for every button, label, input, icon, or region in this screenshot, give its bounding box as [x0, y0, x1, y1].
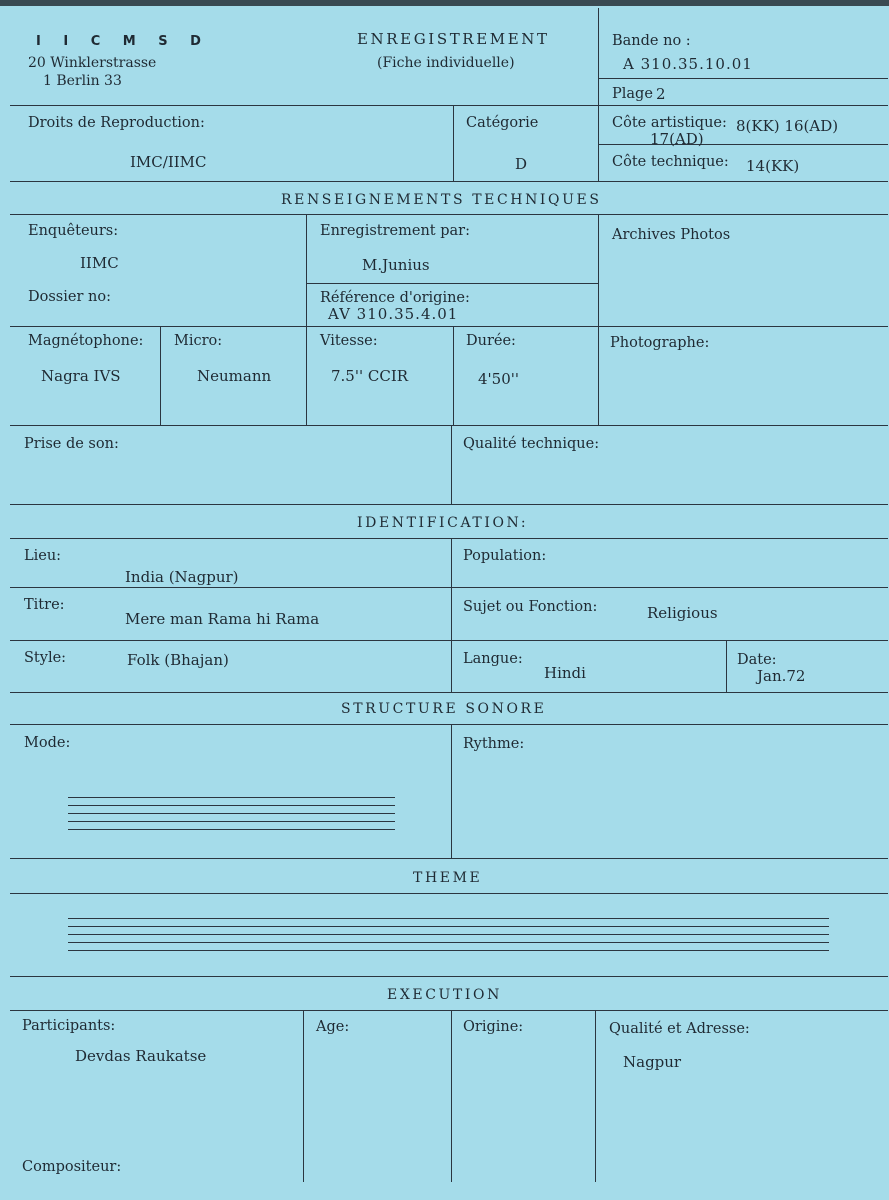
vrule-prise: [451, 425, 452, 504]
vrule-categorie-left: [453, 105, 454, 181]
population-label: Population:: [463, 548, 547, 564]
dossier-label: Dossier no:: [28, 289, 111, 305]
rule-tech-heading: [10, 214, 888, 215]
identification-heading: IDENTIFICATION:: [357, 515, 529, 531]
langue-value: Hindi: [544, 664, 586, 682]
sujet-label: Sujet ou Fonction:: [463, 599, 598, 615]
categorie-label: Catégorie: [466, 115, 539, 131]
cote-artistique-label: Côte artistique:: [612, 115, 727, 131]
institute-name: I I C M S D: [36, 34, 210, 49]
technical-heading: RENSEIGNEMENTS TECHNIQUES: [281, 192, 602, 208]
titre-label: Titre:: [24, 597, 65, 613]
vrule-header-right: [598, 8, 599, 181]
cote-technique-label: Côte technique:: [612, 154, 729, 170]
micro-value: Neumann: [197, 367, 272, 385]
rule-enregistrement-par: [306, 283, 598, 284]
langue-label: Langue:: [463, 651, 523, 667]
rule-structure-heading: [10, 724, 888, 725]
rule-theme-heading: [10, 893, 888, 894]
style-label: Style:: [24, 650, 67, 666]
bande-label: Bande no :: [612, 33, 691, 49]
rule-theme: [10, 976, 888, 977]
rule-header: [10, 105, 888, 106]
vrule-ident: [451, 538, 452, 692]
rule-ident-heading: [10, 538, 888, 539]
enqueteurs-value: IIMC: [80, 254, 119, 272]
origine-label: Origine:: [463, 1019, 524, 1035]
enregistrement-par-value: M.Junius: [362, 256, 430, 274]
vrule-tech-b: [598, 214, 599, 425]
rule-mode: [10, 858, 888, 859]
vrule-origine: [451, 1010, 452, 1182]
reference-value: AV 310.35.4.01: [328, 305, 459, 323]
participants-label: Participants:: [22, 1018, 116, 1034]
magnetophone-label: Magnétophone:: [28, 333, 144, 349]
sujet-value: Religious: [647, 604, 718, 622]
age-label: Age:: [316, 1019, 350, 1035]
vrule-date: [726, 640, 727, 692]
vitesse-value: 7.5'' CCIR: [331, 367, 409, 385]
participants-value: Devdas Raukatse: [75, 1047, 207, 1065]
compositeur-label: Compositeur:: [22, 1159, 122, 1175]
rule-titre: [10, 640, 888, 641]
qualite-technique-label: Qualité technique:: [463, 436, 600, 452]
reference-label: Référence d'origine:: [320, 290, 470, 306]
enregistrement-par-label: Enregistrement par:: [320, 223, 470, 239]
plage-label: Plage: [612, 86, 653, 102]
card-title: ENREGISTREMENT: [357, 30, 550, 48]
style-value: Folk (Bhajan): [127, 651, 229, 669]
vrule-qualite: [595, 1010, 596, 1182]
enqueteurs-label: Enquêteurs:: [28, 223, 119, 239]
archives-photos-label: Archives Photos: [612, 227, 731, 243]
theme-heading: THEME: [413, 870, 483, 886]
plage-value: 2: [656, 85, 666, 103]
lieu-label: Lieu:: [24, 548, 62, 564]
bande-value: A 310.35.10.01: [623, 55, 753, 73]
vitesse-label: Vitesse:: [320, 333, 378, 349]
vrule-structure: [451, 724, 452, 858]
micro-label: Micro:: [174, 333, 223, 349]
duree-value: 4'50'': [478, 370, 520, 388]
titre-value: Mere man Rama hi Rama: [125, 610, 320, 628]
structure-heading: STRUCTURE SONORE: [341, 701, 547, 717]
prise-de-son-label: Prise de son:: [24, 436, 119, 452]
cote-artistique-value-2: 17(AD): [650, 130, 704, 148]
mode-label: Mode:: [24, 735, 71, 751]
rule-prise: [10, 504, 888, 505]
date-label: Date:: [737, 652, 777, 668]
address-line-1: 20 Winklerstrasse: [28, 55, 157, 71]
card-subtitle: (Fiche individuelle): [377, 55, 515, 71]
droits-value: IMC/IIMC: [130, 153, 207, 171]
photographe-label: Photographe:: [610, 335, 710, 351]
vrule-micro: [160, 326, 161, 425]
magnetophone-value: Nagra IVS: [41, 367, 121, 385]
lieu-value: India (Nagpur): [125, 568, 239, 586]
rule-execution-heading: [10, 1010, 888, 1011]
vrule-age: [303, 1010, 304, 1182]
rule-lieu: [10, 587, 888, 588]
address-line-2: 1 Berlin 33: [43, 73, 122, 89]
rythme-label: Rythme:: [463, 736, 525, 752]
qualite-adresse-value: Nagpur: [623, 1053, 682, 1071]
duree-label: Durée:: [466, 333, 516, 349]
rule-tech-row2: [10, 425, 888, 426]
cote-technique-value: 14(KK): [746, 157, 800, 175]
vrule-tech-a: [306, 214, 307, 425]
vrule-duree: [453, 326, 454, 425]
rule-tech-row1: [10, 326, 888, 327]
date-value: Jan.72: [757, 667, 806, 685]
rule-rights: [10, 181, 888, 182]
categorie-value: D: [515, 155, 528, 173]
rule-bande: [598, 78, 888, 79]
cote-artistique-value-1: 8(KK) 16(AD): [736, 117, 839, 135]
rule-cote: [598, 144, 888, 145]
execution-heading: EXECUTION: [387, 987, 502, 1003]
droits-label: Droits de Reproduction:: [28, 115, 205, 131]
rule-style: [10, 692, 888, 693]
qualite-adresse-label: Qualité et Adresse:: [609, 1021, 750, 1037]
